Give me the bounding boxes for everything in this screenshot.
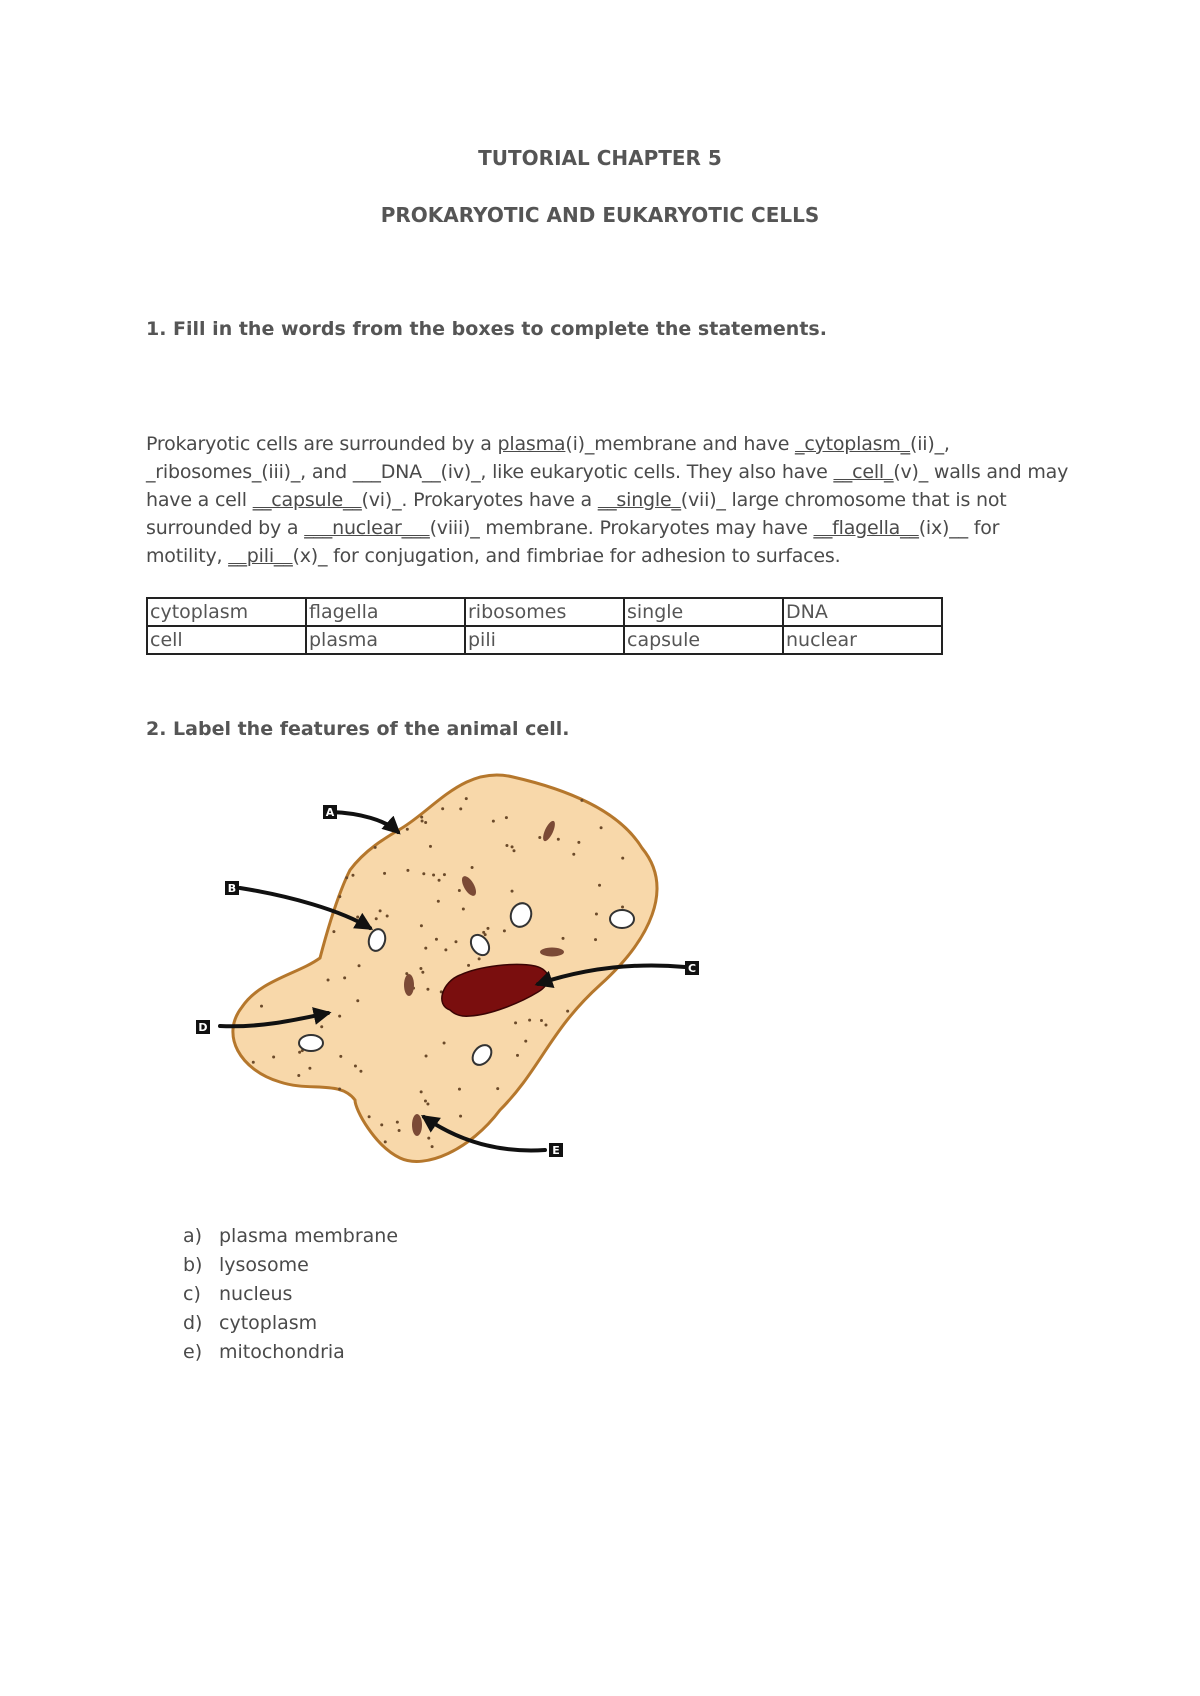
filled-answer: __capsule__ — [252, 489, 362, 511]
granule-dot — [426, 988, 429, 991]
granule-dot — [424, 1100, 427, 1103]
granule-dot — [383, 872, 386, 875]
granule-dot — [566, 1010, 569, 1013]
granule-dot — [297, 1074, 300, 1077]
answer-letter: c) — [183, 1283, 201, 1305]
granule-dot — [420, 816, 423, 819]
granule-dot — [298, 1051, 301, 1054]
paragraph-line — [146, 542, 1066, 570]
statement-text: (ii)_, — [910, 433, 950, 455]
paragraph-line — [146, 430, 1066, 458]
granule-dot — [595, 913, 598, 916]
granule-dot — [437, 900, 440, 903]
granule-dot — [379, 909, 382, 912]
word-box-cell: single — [624, 598, 783, 626]
granule-dot — [358, 964, 361, 967]
granule-dot — [438, 879, 441, 882]
granule-dot — [386, 915, 389, 918]
granule-dot — [503, 929, 506, 932]
granule-dot — [343, 976, 346, 979]
granule-dot — [332, 930, 335, 933]
granule-dot — [435, 938, 438, 941]
granule-dot — [478, 957, 481, 960]
granule-dot — [425, 1054, 428, 1057]
word-box-cell: capsule — [624, 626, 783, 654]
granule-dot — [398, 1129, 401, 1132]
answer-item — [183, 1338, 398, 1367]
granule-dot — [345, 876, 348, 879]
granule-dot — [432, 873, 435, 876]
word-box-table — [146, 597, 943, 655]
granule-dot — [562, 937, 565, 940]
mitochondrion-shape — [540, 948, 564, 957]
statement-text: (vi)_. Prokaryotes have a — [361, 489, 598, 511]
granule-dot — [420, 924, 423, 927]
granule-dot — [356, 999, 359, 1002]
label-b: B — [227, 882, 237, 895]
answer-item — [183, 1280, 398, 1309]
granule-dot — [338, 895, 341, 898]
granule-dot — [459, 1115, 462, 1118]
granule-dot — [621, 905, 624, 908]
granule-dot — [374, 846, 377, 849]
granule-dot — [375, 917, 378, 920]
granule-dot — [540, 1019, 543, 1022]
answer-letter: a) — [183, 1225, 203, 1247]
statement-text: surrounded by a — [146, 517, 305, 539]
granule-dot — [462, 907, 465, 910]
word-box-row — [147, 626, 942, 654]
granule-dot — [431, 1145, 434, 1148]
answer-letter: b) — [183, 1254, 203, 1276]
granule-dot — [441, 807, 444, 810]
statement-text: (ix)__ for — [918, 517, 1000, 539]
mitochondrion-shape — [412, 1114, 422, 1136]
granule-dot — [454, 940, 457, 943]
granule-dot — [338, 1087, 341, 1090]
answer-text: nucleus — [219, 1283, 293, 1305]
statement-text: Prokaryotic cells are surrounded by a — [146, 433, 498, 455]
answer-text: cytoplasm — [219, 1312, 318, 1334]
statement-text: (i)_membrane and have — [565, 433, 796, 455]
granule-dot — [419, 967, 422, 970]
statement-text: have a cell — [146, 489, 253, 511]
granule-dot — [443, 873, 446, 876]
granule-dot — [384, 1140, 387, 1143]
mitochondrion-shape — [404, 974, 414, 996]
answer-item — [183, 1309, 398, 1338]
granule-dot — [572, 853, 575, 856]
granule-dot — [368, 1115, 371, 1118]
granule-dot — [422, 872, 425, 875]
statement-text: (viii)_ membrane. Prokaryotes may have — [429, 517, 814, 539]
granule-dot — [429, 845, 432, 848]
granule-dot — [538, 836, 541, 839]
word-box-cell: cell — [147, 626, 306, 654]
granule-dot — [544, 1024, 547, 1027]
granule-dot — [406, 869, 409, 872]
word-box-row — [147, 598, 942, 626]
statement-text: _ribosomes_(iii)_, and ___DNA__(iv)_, like eukaryotic cells. They also have — [146, 461, 834, 483]
granule-dot — [511, 890, 514, 893]
granule-dot — [621, 857, 624, 860]
granule-dot — [514, 1021, 517, 1024]
filled-answer: plasma — [497, 433, 566, 455]
granule-dot — [511, 845, 514, 848]
label-d: D — [198, 1021, 208, 1034]
answer-item — [183, 1251, 398, 1280]
granule-dot — [505, 844, 508, 847]
granule-dot — [424, 947, 427, 950]
answer-text: plasma membrane — [219, 1225, 399, 1247]
lysosome-shape — [610, 910, 634, 928]
granule-dot — [516, 1054, 519, 1057]
granule-dot — [598, 884, 601, 887]
granule-dot — [320, 1025, 323, 1028]
granule-dot — [444, 948, 447, 951]
statement-text: (v)_ walls and may — [893, 461, 1069, 483]
granule-dot — [421, 971, 424, 974]
granule-dot — [426, 1103, 429, 1106]
filled-answer: __single_ — [597, 489, 681, 511]
answer-letter: d) — [183, 1312, 203, 1334]
word-box-cell: ribosomes — [465, 598, 624, 626]
granule-dot — [339, 1055, 342, 1058]
granule-dot — [327, 978, 330, 981]
granule-dot — [524, 1040, 527, 1043]
paragraph-line — [146, 458, 1069, 486]
statement-text: (x)_ for conjugation, and fimbriae for adhesion to surfaces. — [292, 545, 841, 567]
answer-list — [183, 1222, 398, 1367]
granule-dot — [420, 1090, 423, 1093]
granule-dot — [308, 1067, 311, 1070]
word-box-cell: nuclear — [783, 626, 942, 654]
lysosome-shape — [299, 1035, 323, 1051]
granule-dot — [594, 938, 597, 941]
label-a: A — [325, 806, 335, 819]
granule-dot — [272, 1055, 275, 1058]
statement-text: motility, — [146, 545, 229, 567]
answer-text: mitochondria — [219, 1341, 345, 1363]
filled-answer: ___nuclear___ — [304, 517, 430, 539]
granule-dot — [427, 1137, 430, 1140]
granule-dot — [424, 821, 427, 824]
arrow-a — [331, 812, 398, 832]
page-title: TUTORIAL CHAPTER 5 — [478, 146, 722, 170]
granule-dot — [252, 1061, 255, 1064]
granule-dot — [443, 1042, 446, 1045]
granule-dot — [458, 1088, 461, 1091]
filled-answer: _cytoplasm_ — [795, 433, 910, 455]
granule-dot — [496, 1087, 499, 1090]
granule-dot — [354, 1064, 357, 1067]
granule-dot — [505, 816, 508, 819]
answer-item — [183, 1222, 398, 1251]
granule-dot — [260, 1005, 263, 1008]
granule-dot — [482, 931, 485, 934]
filled-answer: __flagella__ — [813, 517, 919, 539]
granule-dot — [528, 1019, 531, 1022]
paragraph-line — [146, 514, 1066, 542]
word-box-cell: plasma — [306, 626, 465, 654]
granule-dot — [492, 820, 495, 823]
granule-dot — [465, 797, 468, 800]
granule-dot — [406, 828, 409, 831]
granule-dot — [512, 849, 515, 852]
word-box-cell: flagella — [306, 598, 465, 626]
filled-answer: __pili__ — [228, 545, 293, 567]
word-box-cell: pili — [465, 626, 624, 654]
granule-dot — [459, 807, 462, 810]
word-box-cell: cytoplasm — [147, 598, 306, 626]
question-2-heading: 2. Label the features of the animal cell. — [146, 718, 570, 740]
question-1-heading: 1. Fill in the words from the boxes to complete the statements. — [146, 318, 827, 340]
granule-dot — [557, 838, 560, 841]
label-e: E — [552, 1144, 560, 1157]
granule-dot — [396, 1121, 399, 1124]
granule-dot — [467, 964, 470, 967]
granule-dot — [600, 826, 603, 829]
paragraph-line — [146, 486, 1066, 514]
answer-letter: e) — [183, 1341, 203, 1363]
word-box-cell: DNA — [783, 598, 942, 626]
granule-dot — [380, 1123, 383, 1126]
granule-dot — [458, 889, 461, 892]
statement-text: (vii)_ large chromosome that is not — [680, 489, 1007, 511]
granule-dot — [580, 799, 583, 802]
granule-dot — [351, 874, 354, 877]
filled-answer: __cell_ — [833, 461, 894, 483]
answer-text: lysosome — [219, 1254, 309, 1276]
label-c: C — [687, 962, 697, 975]
granule-dot — [359, 1070, 362, 1073]
granule-dot — [471, 866, 474, 869]
animal-cell-diagram — [180, 770, 740, 1200]
granule-dot — [486, 927, 489, 930]
granule-dot — [577, 841, 580, 844]
granule-dot — [421, 820, 424, 823]
granule-dot — [338, 1015, 341, 1018]
fill-in-paragraph — [146, 430, 1069, 570]
granule-dot — [356, 915, 359, 918]
cell-body — [233, 775, 657, 1162]
page-subtitle: PROKARYOTIC AND EUKARYOTIC CELLS — [380, 203, 820, 227]
